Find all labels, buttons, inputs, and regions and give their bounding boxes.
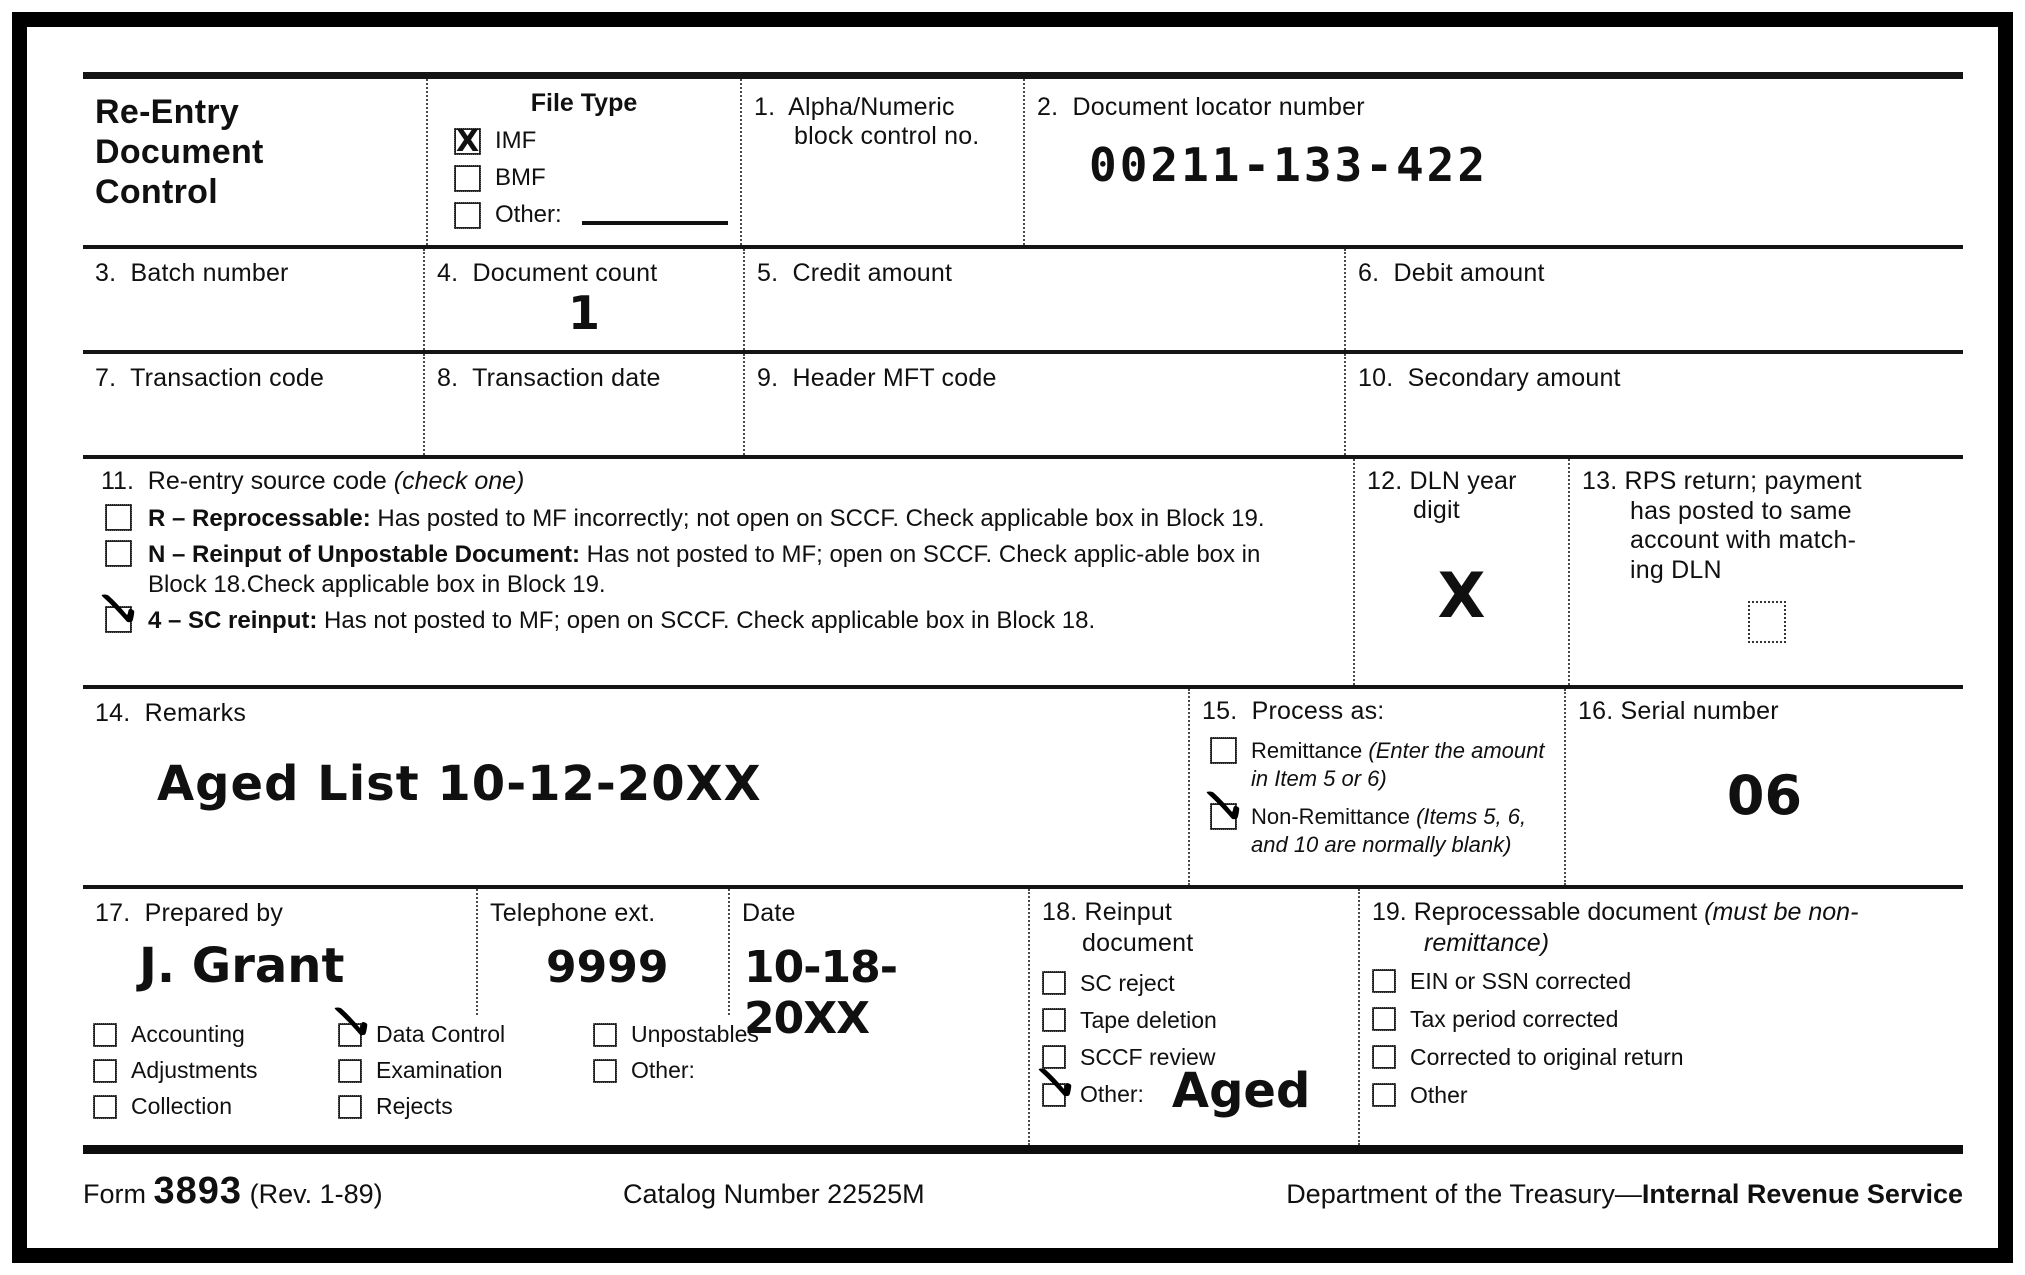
reproc-other-checkbox[interactable]	[1372, 1083, 1396, 1107]
other-file-blank-line[interactable]	[582, 205, 728, 225]
block15-process-as-cell	[1190, 689, 1566, 885]
corrected-original-label: Corrected to original return	[1410, 1043, 1684, 1070]
file-type-label: File Type	[530, 89, 638, 117]
block6-debit-amount-cell	[1346, 249, 1963, 350]
reinput-other-checkbox[interactable]	[1042, 1083, 1066, 1107]
prepared-by-value: J. Grant	[139, 938, 345, 994]
telephone-ext-label: Telephone ext.	[490, 899, 656, 927]
examination-label: Examination	[376, 1057, 503, 1083]
source-code-option-n	[105, 540, 1341, 599]
adjustments-checkbox[interactable]	[93, 1059, 117, 1083]
block9-header-mft-cell	[745, 354, 1346, 455]
block5-label: 5. Credit amount	[757, 259, 953, 287]
form-title-line: Document	[95, 132, 264, 171]
unpostables-checkbox[interactable]	[593, 1023, 617, 1047]
block15-label: 15. Process as:	[1202, 697, 1385, 725]
reproc-other	[1372, 1082, 1951, 1109]
block17-prepared-by-cell	[83, 889, 1030, 1145]
examination-checkbox[interactable]	[338, 1059, 362, 1083]
collection-checkbox[interactable]	[93, 1095, 117, 1119]
accounting-label: Accounting	[131, 1021, 245, 1047]
serial-number-value: 06	[1726, 764, 1803, 827]
form-title-line: Re-Entry	[95, 93, 240, 131]
prepared-by-field	[83, 889, 476, 1015]
dept-collection	[93, 1093, 338, 1120]
block14-remarks-cell	[83, 689, 1190, 885]
block11-heading: 11. Re-entry source code (check one)	[101, 467, 525, 495]
block11-source-code-cell	[83, 459, 1355, 685]
block18-reinput-document-cell	[1030, 889, 1360, 1145]
dept-other-checkbox[interactable]	[593, 1059, 617, 1083]
dln-year-digit-value: X	[1437, 559, 1486, 632]
reinput-options	[1042, 969, 1346, 1119]
sc-reject-checkbox[interactable]	[1042, 971, 1066, 995]
imf-checkbox[interactable]	[454, 123, 481, 159]
block5-credit-amount-cell	[745, 249, 1346, 350]
block8-transaction-date-cell	[425, 354, 745, 455]
reinput-other-label: Other:	[1080, 1081, 1144, 1108]
form-revision: (Rev. 1-89)	[249, 1179, 383, 1209]
row-3-to-6	[83, 245, 1963, 350]
bmf-checkbox[interactable]	[454, 165, 481, 192]
dept-accounting	[93, 1021, 338, 1048]
block2-label: 2. Document locator number	[1037, 93, 1365, 121]
header-row	[83, 72, 1963, 245]
form-title	[95, 93, 414, 212]
dept-examination	[338, 1057, 593, 1084]
block12-label: 12. DLN year digit	[1367, 467, 1517, 524]
dept-other-label: Other:	[631, 1057, 695, 1083]
form-id	[83, 1170, 623, 1213]
reinput-sc-reject	[1042, 970, 1346, 997]
block7-label: 7. Transaction code	[95, 364, 325, 392]
dept-data-control	[338, 1021, 593, 1048]
block1-alpha-numeric-cell	[742, 79, 1025, 245]
dept-adjustments	[93, 1057, 338, 1084]
option-4-text: 4 – SC reinput: Has not posted to MF; open on SCCF. Check applicable box in Block 18.	[148, 606, 1096, 634]
reinput-other	[1042, 1062, 1346, 1119]
file-type-option-other	[454, 201, 728, 229]
option-n-checkbox[interactable]	[105, 540, 132, 567]
block19-reprocessable-cell	[1360, 889, 1963, 1145]
reproc-tax-period	[1372, 1006, 1951, 1033]
date-label: Date	[742, 899, 796, 927]
row-17-to-19	[83, 885, 1963, 1145]
option-r-text: R – Reprocessable: Has posted to MF incorrectly; not open on SCCF. Check applicable box in Block 19.	[148, 505, 1265, 532]
block16-serial-number-cell	[1566, 689, 1963, 885]
footer	[83, 1154, 1963, 1213]
remarks-value: Aged List 10-12-20XX	[157, 756, 762, 812]
block12-dln-year-cell	[1355, 459, 1570, 685]
telephone-ext-value: 9999	[546, 942, 669, 993]
corrected-original-checkbox[interactable]	[1372, 1045, 1396, 1069]
department-text: Department of the Treasury—	[1286, 1179, 1642, 1209]
ein-ssn-corrected-label: EIN or SSN corrected	[1410, 967, 1632, 994]
block2-dln-cell	[1025, 79, 1963, 245]
data-control-checkbox[interactable]	[338, 1023, 362, 1047]
agency-line	[925, 1179, 1963, 1210]
telephone-ext-field	[476, 889, 728, 1015]
form-title-cell	[83, 79, 428, 245]
accounting-checkbox[interactable]	[93, 1023, 117, 1047]
bmf-label: BMF	[495, 164, 546, 191]
collection-label: Collection	[131, 1093, 232, 1119]
tape-deletion-checkbox[interactable]	[1042, 1008, 1066, 1032]
reinput-other-value: Aged	[1171, 1062, 1311, 1119]
tape-deletion-label: Tape deletion	[1080, 1006, 1217, 1033]
option-r-checkbox[interactable]	[105, 504, 132, 531]
data-control-label: Data Control	[376, 1021, 506, 1047]
form-word: Form	[83, 1179, 146, 1209]
imf-label: IMF	[495, 127, 537, 154]
block4-label: 4. Document count	[437, 259, 658, 287]
source-code-option-4	[105, 606, 1341, 635]
block9-label: 9. Header MFT code	[757, 364, 997, 392]
row-7-to-10	[83, 350, 1963, 455]
source-code-option-r	[105, 504, 1341, 533]
agency-text: Internal Revenue Service	[1641, 1179, 1963, 1209]
date-field	[728, 889, 1028, 1044]
block6-label: 6. Debit amount	[1358, 259, 1545, 287]
sc-reject-label: SC reject	[1080, 969, 1175, 996]
ein-ssn-corrected-checkbox[interactable]	[1372, 969, 1396, 993]
reproc-other-label: Other	[1410, 1081, 1468, 1108]
catalog-number: Catalog Number 22525M	[623, 1179, 925, 1209]
other-file-checkbox[interactable]	[454, 202, 481, 229]
block1-label: 1. Alpha/Numeric block control no.	[754, 93, 980, 150]
block16-label: 16. Serial number	[1578, 697, 1779, 725]
block11-heading-italic: (check one)	[393, 467, 525, 495]
block4-document-count-cell	[425, 249, 745, 350]
remittance-label: Remittance (Enter the amount in Item 5 or 6)	[1251, 738, 1545, 791]
block7-transaction-code-cell	[83, 354, 425, 455]
block14-label: 14. Remarks	[95, 699, 247, 727]
block17-label: 17. Prepared by	[95, 899, 284, 927]
rps-return-checkbox[interactable]	[1748, 601, 1786, 643]
row-11-to-13	[83, 455, 1963, 685]
reproc-ein-ssn	[1372, 968, 1951, 995]
file-type-cell	[428, 79, 742, 245]
date-value: 10-18-20XX	[744, 942, 897, 1044]
row-14-to-16	[83, 685, 1963, 885]
process-as-option-remittance	[1210, 737, 1552, 792]
block18-heading: 18. Reinput document	[1042, 898, 1194, 958]
document-locator-number-value: 00211-133-422	[1089, 138, 1489, 192]
adjustments-label: Adjustments	[131, 1057, 258, 1083]
reprocessable-options	[1372, 968, 1951, 1109]
dept-rejects	[338, 1093, 593, 1120]
document-count-value: 1	[567, 286, 600, 340]
option-4-checkbox[interactable]	[105, 606, 132, 633]
x-mark-icon: X	[455, 123, 480, 159]
block8-label: 8. Transaction date	[437, 364, 661, 392]
reinput-tape-deletion	[1042, 1007, 1346, 1034]
block10-secondary-amount-cell	[1346, 354, 1963, 455]
form-title-line: Control	[95, 172, 218, 211]
form-number: 3893	[153, 1170, 243, 1212]
block19-heading-italic: (must be non-remittance)	[1424, 898, 1859, 958]
block13-label: 13. RPS return; payment has posted to same account with match- ing DLN	[1582, 467, 1862, 584]
file-type-option-imf	[454, 123, 728, 159]
file-type-option-bmf	[454, 164, 728, 192]
rejects-label: Rejects	[376, 1093, 453, 1119]
remittance-checkbox[interactable]	[1210, 737, 1237, 764]
option-n-text: N – Reinput of Unpostable Document: Has not posted to MF; open on SCCF. Check applic-able box in Block 18.Check applicable box in Block 19.	[148, 541, 1261, 598]
footer-divider	[83, 1145, 1963, 1154]
block3-batch-number-cell	[83, 249, 425, 350]
block3-label: 3. Batch number	[95, 259, 289, 287]
other-file-label: Other:	[495, 201, 562, 228]
form-3893	[83, 72, 1963, 1213]
rejects-checkbox[interactable]	[338, 1095, 362, 1119]
sccf-review-checkbox[interactable]	[1042, 1045, 1066, 1069]
tax-period-corrected-checkbox[interactable]	[1372, 1007, 1396, 1031]
process-as-option-non-remittance	[1210, 803, 1552, 858]
dept-other	[593, 1057, 1028, 1084]
non-remittance-label: Non-Remittance (Items 5, 6, and 10 are normally blank)	[1251, 804, 1527, 857]
block13-rps-return-cell	[1570, 459, 1963, 685]
block19-heading: 19. Reprocessable document (must be non-remittance)	[1372, 898, 1859, 958]
tax-period-corrected-label: Tax period corrected	[1410, 1005, 1619, 1032]
reproc-corrected-original	[1372, 1044, 1951, 1071]
non-remittance-checkbox[interactable]	[1210, 803, 1237, 830]
unpostables-label: Unpostables	[631, 1021, 759, 1047]
sccf-review-label: SCCF review	[1080, 1043, 1216, 1070]
block10-label: 10. Secondary amount	[1358, 364, 1621, 392]
